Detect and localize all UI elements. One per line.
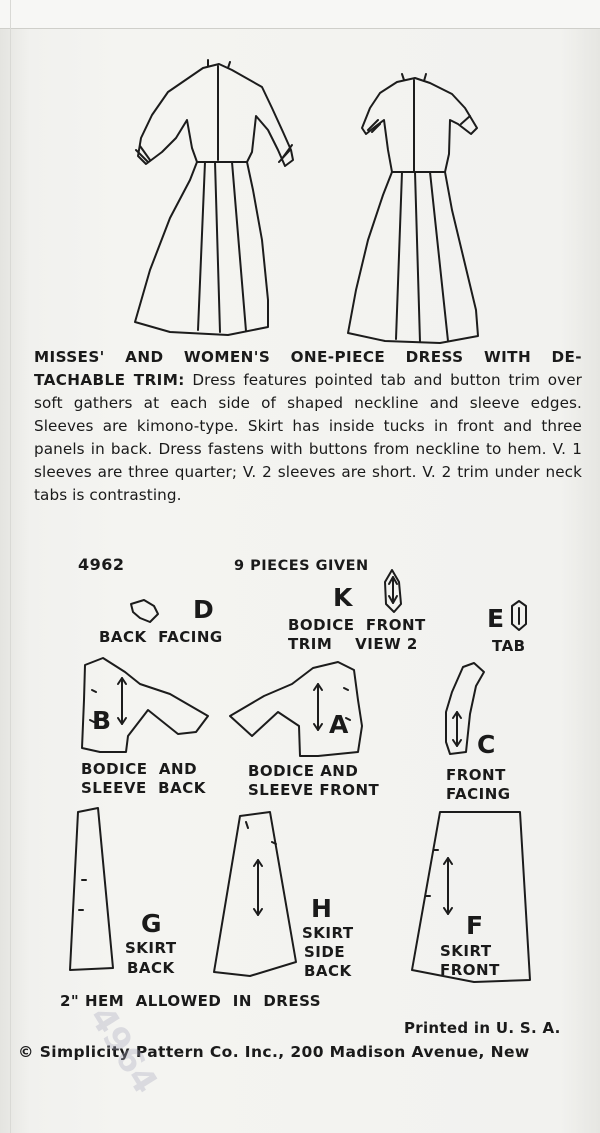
piece-g-label-2: BACK [127, 959, 175, 977]
piece-k-label-2: TRIM VIEW 2 [288, 635, 418, 653]
piece-h-label-3: BACK [304, 962, 352, 980]
piece-g-outline [70, 808, 113, 970]
dress-view-2-back-illustration [348, 74, 478, 343]
faded-stamp-number: 4964 [81, 999, 166, 1101]
piece-f-letter: F [466, 911, 484, 940]
piece-b-label-1: BODICE AND [81, 760, 198, 778]
pattern-description [34, 346, 582, 507]
piece-a-outline [230, 662, 362, 756]
piece-g-label-1: SKIRT [125, 939, 177, 957]
piece-k-letter: K [333, 583, 353, 612]
hem-allowance-note: 2" HEM ALLOWED IN DRESS [60, 992, 322, 1010]
piece-f-label-2: FRONT [440, 961, 500, 979]
piece-e-outline [512, 601, 526, 630]
piece-d-letter: D [193, 595, 214, 624]
piece-h-outline [214, 812, 296, 976]
piece-e-letter: E [487, 604, 505, 633]
publisher-address: © Simplicity Pattern Co. Inc., 200 Madison Avenue, New [18, 1043, 530, 1061]
pattern-number: 4962 [78, 555, 125, 574]
piece-e-label: TAB [492, 637, 526, 655]
piece-d-label: BACK FACING [99, 628, 223, 646]
piece-b-letter: B [92, 706, 112, 735]
piece-a-letter: A [329, 710, 349, 739]
dress-view-1-back-illustration [135, 60, 293, 335]
description-heading: MISSES' AND WOMEN'S ONE-PIECE DRESS WITH DE-TACHABLE TRIM: [34, 348, 582, 389]
piece-f-label-1: SKIRT [440, 942, 492, 960]
piece-h-label-1: SKIRT [302, 924, 354, 942]
piece-a-label-2: SLEEVE FRONT [248, 781, 380, 799]
piece-c-label-1: FRONT [446, 766, 506, 784]
printed-in-usa: Printed in U. S. A. [404, 1019, 561, 1037]
pieces-given: 9 PIECES GIVEN [234, 558, 369, 574]
description-body: Dress features pointed tab and button trim over soft gathers at each side of shaped neckline and sleeve edges. Sleeves are kimono-type. Skirt has inside tucks in front and three panels in back. Dress fastens with buttons from neckline to hem. V. 1 sleeves are three quarter; V. 2 sleeves are short. V. 2 trim under neck tabs is contrasting. [34, 371, 582, 504]
piece-h-label-2: SIDE [304, 943, 346, 961]
piece-a-label-1: BODICE AND [248, 762, 359, 780]
piece-b-label-2: SLEEVE BACK [81, 779, 206, 797]
piece-k-outline [385, 570, 401, 612]
piece-c-label-2: FACING [446, 785, 511, 803]
piece-g-letter: G [141, 909, 162, 938]
piece-d-outline [131, 600, 158, 622]
piece-k-label-1: BODICE FRONT [288, 616, 426, 634]
piece-c-letter: C [477, 730, 496, 759]
piece-h-letter: H [311, 894, 332, 923]
piece-b-outline [82, 658, 208, 752]
